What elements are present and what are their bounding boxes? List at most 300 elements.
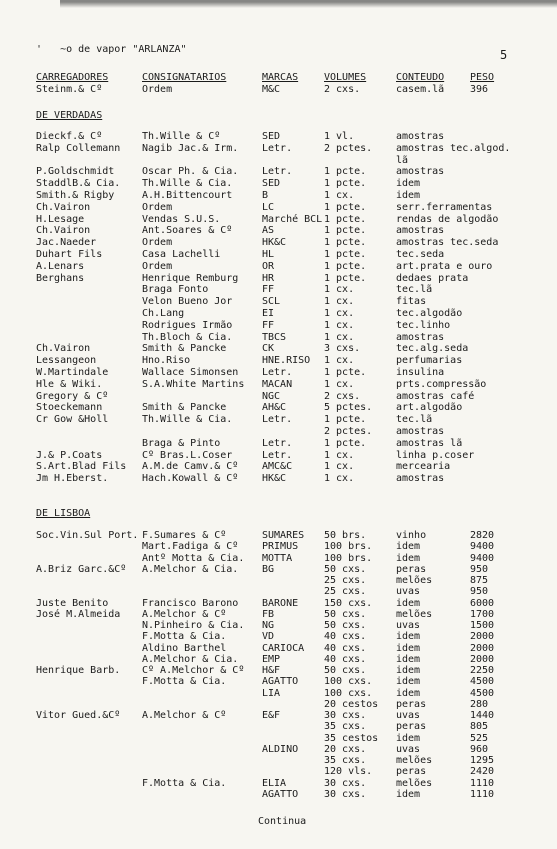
cell-weight: 1700 <box>470 608 495 620</box>
cell-content: amostras <box>396 225 445 237</box>
cell-weight: 1295 <box>470 755 495 766</box>
cell-marks: Letr. <box>262 414 293 426</box>
table-row <box>0 789 557 800</box>
cell-shipper: A.Lenars <box>36 260 85 272</box>
cell-marks: TBCS <box>262 331 287 343</box>
cell-consignee: Th.Wille & Cia. <box>142 414 233 426</box>
cell-consignee: Cº Bras.L.Coser <box>142 449 233 461</box>
header-marks: MARCAS <box>262 72 299 83</box>
cell-shipper: Henrique Barb. <box>36 665 121 676</box>
cell-volumes: 1 cx. <box>324 296 355 308</box>
cell-weight: 1110 <box>470 777 495 789</box>
cell-content: uvas <box>396 710 421 721</box>
cell-consignee: S.A.White Martins <box>142 378 245 390</box>
cell-consignee: Cº A.Melchor & Cº <box>142 665 245 676</box>
cell-content: tec.seda <box>396 249 445 260</box>
cell-volumes: 1 pcte. <box>324 178 367 190</box>
table-row <box>0 553 557 564</box>
cell-weight: 2000 <box>470 642 495 654</box>
cell-content: melões <box>396 777 433 789</box>
cell-consignee: Mart.Fadiga & Cº <box>142 541 239 553</box>
cell-shipper: Lessangeon <box>36 355 97 367</box>
cell-consignee: Ordem <box>142 260 173 272</box>
cell-volumes: 1 pcte. <box>324 237 367 249</box>
cell-volumes: 30 cxs. <box>324 788 367 800</box>
cell-volumes: 50 cxs. <box>324 665 367 676</box>
cell-volumes: 1 pcte. <box>324 225 367 237</box>
cell-shipper: Jac.Naeder <box>36 237 97 249</box>
cell-consignee: Th.Wille & Cia. <box>142 178 233 190</box>
continued-line <box>0 816 557 827</box>
cell-consignee: Francisco Barono <box>142 597 239 609</box>
cell-consignee: Oscar Ph. & Cia. <box>142 166 239 178</box>
cell-shipper: Soc.Vin.Sul Port. <box>36 530 139 541</box>
table-row <box>0 609 557 620</box>
table-row <box>0 391 557 402</box>
cell-volumes: 150 cxs. <box>324 597 373 609</box>
header-volumes: VOLUMES <box>324 72 367 83</box>
cell-content: insulina <box>396 367 445 378</box>
cell-marks: SED <box>262 178 281 190</box>
cell-content: lã <box>396 154 409 166</box>
cell-volumes: 100 cxs. <box>324 676 373 688</box>
cell-marks: AGATTO <box>262 788 299 800</box>
cell-shipper: P.Goldschmidt <box>36 166 115 178</box>
table-row <box>0 426 557 437</box>
cell-marks: NG <box>262 620 275 631</box>
cell-volumes: 3 cxs. <box>324 343 361 355</box>
cell-shipper: Ch.Vairon <box>36 343 91 355</box>
cell-marks: LIA <box>262 687 281 699</box>
table-row <box>0 688 557 699</box>
cell-content: peras <box>396 721 427 733</box>
table-row <box>0 131 557 142</box>
table-row <box>0 143 557 154</box>
cell-content: art.algodão <box>396 402 463 414</box>
cell-marks: AH&C <box>262 402 287 414</box>
cell-marks: BARONE <box>262 597 299 609</box>
table-row <box>0 214 557 225</box>
cell-volumes: 1 cx. <box>324 190 355 201</box>
cell-content: idem <box>396 788 421 800</box>
cell-weight: 2420 <box>470 766 495 778</box>
cell-consignee: Casa Lachelli <box>142 249 221 260</box>
cell-consignee: A.H.Bittencourt <box>142 190 233 201</box>
scan-edge <box>60 0 557 10</box>
table-row <box>0 620 557 631</box>
table-row <box>0 202 557 213</box>
cell-shipper: Gregory & Cº <box>36 390 109 402</box>
cell-consignee: Ordem <box>142 237 173 249</box>
cell-shipper: Vitor Gued.&Cº <box>36 710 121 721</box>
cell-content: fitas <box>396 296 427 308</box>
cell-volumes: 1 cx. <box>324 331 355 343</box>
cell-marks: EI <box>262 308 275 319</box>
table-row <box>0 631 557 642</box>
cell-shipper: José M.Almeida <box>36 608 121 620</box>
cell-marks: HNE.RISO <box>262 355 311 367</box>
cell-consignee: Smith & Pancke <box>142 343 227 355</box>
cell-volumes: 1 cx. <box>324 378 355 390</box>
cell-content: idem <box>396 676 421 688</box>
cell-shipper: Cr Gow &Holl <box>36 414 109 426</box>
table-row <box>0 699 557 710</box>
cell-marks: EMP <box>262 653 281 665</box>
cell-content: casem.lã <box>396 84 445 95</box>
cell-consignee: Rodrigues Irmão <box>142 319 233 331</box>
cell-marks: Letr. <box>262 437 293 449</box>
cell-consignee: Vendas S.U.S. <box>142 213 221 225</box>
table-row <box>0 320 557 331</box>
cell-content: idem <box>396 687 421 699</box>
cell-volumes: 25 cxs. <box>324 575 367 586</box>
table-row <box>0 654 557 665</box>
cell-shipper: Ralp Collemann <box>36 142 121 154</box>
cell-marks: ELIA <box>262 777 287 789</box>
cell-content: amostras lã <box>396 437 463 449</box>
table-row <box>0 178 557 189</box>
cell-consignee: Ordem <box>142 201 173 213</box>
table-row <box>0 530 557 541</box>
table-row <box>0 564 557 575</box>
cell-shipper: Smith.& Rigby <box>36 190 115 201</box>
cell-consignee: F.Motta & Cia. <box>142 631 227 643</box>
cell-volumes: 30 cxs. <box>324 710 367 721</box>
cell-weight: 2820 <box>470 530 495 541</box>
cell-content: tec.linho <box>396 319 451 331</box>
cell-content: idem <box>396 190 421 201</box>
cell-weight: 396 <box>470 84 489 95</box>
cell-volumes: 1 cx. <box>324 355 355 367</box>
cell-volumes: 1 pcte. <box>324 437 367 449</box>
cell-content: idem <box>396 178 421 190</box>
cell-content: peras <box>396 698 427 710</box>
cell-content: peras <box>396 766 427 778</box>
table-row <box>0 461 557 472</box>
cell-content: idem <box>396 631 421 643</box>
cell-weight: 1440 <box>470 710 495 721</box>
cell-marks: SCL <box>262 296 281 308</box>
cell-content: perfumarias <box>396 355 463 367</box>
cell-weight: 1110 <box>470 788 495 800</box>
cell-volumes: 1 cx. <box>324 319 355 331</box>
cell-volumes: 100 brs. <box>324 552 373 564</box>
cell-consignee: Smith & Pancke <box>142 402 227 414</box>
cell-volumes: 1 cx. <box>324 461 355 473</box>
cell-shipper: Dieckf.& Cº <box>36 131 103 142</box>
cell-content: melões <box>396 755 433 766</box>
ship-title: ' ~o de vapor "ARLANZA" <box>36 44 187 55</box>
cell-marks: MOTTA <box>262 552 293 564</box>
cell-volumes: 50 cxs. <box>324 620 367 631</box>
header-shipper: CARREGADORES <box>36 72 109 83</box>
cell-volumes: 25 cxs. <box>324 586 367 598</box>
cell-content: melões <box>396 608 433 620</box>
cell-volumes: 1 cx. <box>324 284 355 296</box>
cell-content: rendas de algodão <box>396 213 499 225</box>
cell-volumes: 40 cxs. <box>324 653 367 665</box>
table-row <box>0 598 557 609</box>
cell-consignee: F.Motta & Cia. <box>142 777 227 789</box>
cell-volumes: 35 cestos <box>324 732 379 744</box>
cell-content: serr.ferramentas <box>396 201 493 213</box>
continued-text: Continua <box>258 816 307 827</box>
table-row <box>0 225 557 236</box>
header-content: CONTEUDO <box>396 72 445 83</box>
cell-content: peras <box>396 563 427 575</box>
cell-content: mercearia <box>396 461 451 473</box>
cell-volumes: 50 cxs. <box>324 563 367 575</box>
cell-weight: 6000 <box>470 597 495 609</box>
cell-shipper: H.Lesage <box>36 213 85 225</box>
cell-shipper: Steinm.& Cº <box>36 84 103 95</box>
cell-content: uvas <box>396 620 421 631</box>
cell-volumes: 40 cxs. <box>324 642 367 654</box>
cell-consignee: Ordem <box>142 84 173 95</box>
table-row <box>0 676 557 687</box>
cell-volumes: 2 pctes. <box>324 142 373 154</box>
cell-marks: M&C <box>262 84 281 95</box>
table-row <box>0 308 557 319</box>
cell-content: amostras <box>396 166 445 178</box>
cell-content: vinho <box>396 530 427 541</box>
cell-consignee: Wallace Simonsen <box>142 367 239 378</box>
cell-weight: 280 <box>470 698 489 710</box>
cell-shipper: J.& P.Coats <box>36 449 103 461</box>
table-row <box>0 414 557 425</box>
cell-consignee: Th.Bloch & Cia. <box>142 331 233 343</box>
cell-content: prts.compressão <box>396 378 487 390</box>
cell-marks: AGATTO <box>262 676 299 688</box>
table-row <box>0 541 557 552</box>
cell-marks: SUMARES <box>262 530 305 541</box>
cell-content: linha p.coser <box>396 449 475 461</box>
cell-content: idem <box>396 653 421 665</box>
cell-volumes: 1 pcte. <box>324 166 367 178</box>
cell-consignee: Th.Wille & Cº <box>142 131 221 142</box>
cell-marks: CK <box>262 343 275 355</box>
cell-volumes: 1 pcte. <box>324 367 367 378</box>
cell-consignee: A.M.de Camv.& Cº <box>142 461 239 473</box>
table-row <box>0 733 557 744</box>
cell-volumes: 50 cxs. <box>324 608 367 620</box>
cell-marks: AS <box>262 225 275 237</box>
cell-marks: Letr. <box>262 449 293 461</box>
cell-content: idem <box>396 732 421 744</box>
cell-marks: LC <box>262 201 275 213</box>
cell-volumes: 1 pcte. <box>324 213 367 225</box>
section-heading-b: DE LISBOA <box>36 508 91 519</box>
cell-marks: SED <box>262 131 281 142</box>
cell-marks: Marché BCL <box>262 213 323 225</box>
table-row <box>0 284 557 295</box>
cell-volumes: 1 pcte. <box>324 249 367 260</box>
cell-shipper: Ch.Vairon <box>36 201 91 213</box>
cell-content: uvas <box>396 586 421 598</box>
cell-content: melões <box>396 575 433 586</box>
cell-consignee: Braga & Pinto <box>142 437 221 449</box>
cell-content: amostras <box>396 426 445 437</box>
cell-weight: 2250 <box>470 665 495 676</box>
cell-consignee: Ant.Soares & Cº <box>142 225 233 237</box>
table-row <box>0 586 557 597</box>
table-row <box>0 438 557 449</box>
cell-shipper: W.Martindale <box>36 367 109 378</box>
cell-marks: FF <box>262 284 275 296</box>
cell-consignee: A.Melchor & Cº <box>142 608 227 620</box>
cell-weight: 4500 <box>470 676 495 688</box>
cell-marks: ALDINO <box>262 743 299 755</box>
cell-volumes: 35 cxs. <box>324 755 367 766</box>
cell-volumes: 2 pctes. <box>324 426 373 437</box>
table-row <box>0 355 557 366</box>
table-row <box>0 190 557 201</box>
cell-content: tec.algodão <box>396 308 463 319</box>
cell-shipper: Ch.Vairon <box>36 225 91 237</box>
table-row <box>0 665 557 676</box>
cell-marks: Letr. <box>262 367 293 378</box>
table-row <box>0 721 557 732</box>
cell-shipper: S.Art.Blad Fils <box>36 461 127 473</box>
cell-content: art.prata e ouro <box>396 260 493 272</box>
table-row <box>0 755 557 766</box>
cell-weight: 950 <box>470 586 489 598</box>
cell-marks: MACAN <box>262 378 293 390</box>
table-row <box>0 778 557 789</box>
cell-weight: 1500 <box>470 620 495 631</box>
cell-marks: HK&C <box>262 473 287 485</box>
cell-volumes: 2 cxs. <box>324 390 361 402</box>
table-row <box>0 237 557 248</box>
cell-content: amostras <box>396 331 445 343</box>
table-row <box>0 473 557 484</box>
cell-marks: OR <box>262 260 275 272</box>
cell-weight: 525 <box>470 732 489 744</box>
cell-volumes: 1 pcte. <box>324 260 367 272</box>
cell-marks: Letr. <box>262 166 293 178</box>
cell-volumes: 40 cxs. <box>324 631 367 643</box>
cell-weight: 2000 <box>470 653 495 665</box>
cell-content: amostras tec.seda <box>396 237 499 249</box>
table-row <box>0 261 557 272</box>
cell-volumes: 50 brs. <box>324 530 367 541</box>
cell-weight: 805 <box>470 721 489 733</box>
table-row <box>0 710 557 721</box>
table-row <box>0 402 557 413</box>
cell-content: amostras tec.algod. <box>396 142 511 154</box>
cell-weight: 960 <box>470 743 489 755</box>
cell-content: amostras café <box>396 390 475 402</box>
table-row <box>0 332 557 343</box>
cell-weight: 2000 <box>470 631 495 643</box>
cell-marks: CARIOCA <box>262 642 305 654</box>
cell-content: amostras <box>396 473 445 485</box>
table-row <box>0 766 557 777</box>
table-row <box>0 155 557 166</box>
cell-marks: FF <box>262 319 275 331</box>
cell-shipper: StaddlB.& Cia. <box>36 178 121 190</box>
cell-weight: 9400 <box>470 541 495 553</box>
cell-volumes: 100 brs. <box>324 541 373 553</box>
cell-volumes: 100 cxs. <box>324 687 373 699</box>
cell-consignee: Braga Fonto <box>142 284 209 296</box>
first-row <box>0 84 557 95</box>
cell-weight: 9400 <box>470 552 495 564</box>
table-row <box>0 166 557 177</box>
cell-marks: HR <box>262 272 275 284</box>
cell-volumes: 5 pctes. <box>324 402 373 414</box>
cell-marks: H&F <box>262 665 281 676</box>
cell-consignee: Ch.Lang <box>142 308 185 319</box>
table-row <box>0 643 557 654</box>
cell-consignee: Aldino Barthel <box>142 642 227 654</box>
cell-content: amostras <box>396 131 445 142</box>
cell-marks: PRIMUS <box>262 541 299 553</box>
cell-volumes: 1 pcte. <box>324 272 367 284</box>
cell-marks: E&F <box>262 710 281 721</box>
cell-weight: 4500 <box>470 687 495 699</box>
cell-shipper: Berghans <box>36 272 85 284</box>
cell-consignee: Antº Motta & Cia. <box>142 552 245 564</box>
cell-marks: NGC <box>262 390 281 402</box>
cell-volumes: 20 cxs. <box>324 743 367 755</box>
page-mark: 5 <box>500 48 508 62</box>
cell-content: idem <box>396 642 421 654</box>
table-row <box>0 450 557 461</box>
cell-marks: HK&C <box>262 237 287 249</box>
cell-content: idem <box>396 552 421 564</box>
cell-volumes: 1 vl. <box>324 131 355 142</box>
cell-marks: AMC&C <box>262 461 293 473</box>
cell-volumes: 35 cxs. <box>324 721 367 733</box>
cell-consignee: F.Motta & Cia. <box>142 676 227 688</box>
cell-content: idem <box>396 597 421 609</box>
cell-marks: HL <box>262 249 275 260</box>
cell-volumes: 30 cxs. <box>324 777 367 789</box>
cell-consignee: Hach.Kowall & Cº <box>142 473 239 485</box>
cell-shipper: A.Briz Garc.&Cº <box>36 563 127 575</box>
table-row <box>0 575 557 586</box>
cell-content: dedaes prata <box>396 272 469 284</box>
cell-volumes: 120 vls. <box>324 766 373 778</box>
cell-volumes: 1 cx. <box>324 473 355 485</box>
cell-consignee: Velon Bueno Jor <box>142 296 233 308</box>
cell-content: uvas <box>396 743 421 755</box>
cell-volumes: 1 cx. <box>324 449 355 461</box>
cell-consignee: F.Sumares & Cº <box>142 530 227 541</box>
header-weight: PESO <box>470 72 495 83</box>
cell-marks: B <box>262 190 269 201</box>
cell-shipper: Hle & Wiki. <box>36 378 103 390</box>
cell-shipper: Stoeckemann <box>36 402 103 414</box>
cell-consignee: Nagib Jac.& Irm. <box>142 142 239 154</box>
table-row <box>0 296 557 307</box>
cell-volumes: 20 cestos <box>324 698 379 710</box>
cell-content: tec.lã <box>396 414 433 426</box>
cell-consignee: A.Melchor & Cia. <box>142 563 239 575</box>
cell-content: idem <box>396 665 421 676</box>
cell-weight: 950 <box>470 563 489 575</box>
table-row <box>0 249 557 260</box>
cell-content: tec.alg.seda <box>396 343 469 355</box>
cell-marks: Letr. <box>262 142 293 154</box>
column-headers <box>0 72 557 84</box>
section-heading-a: DE VERDADAS <box>36 110 103 121</box>
cell-weight: 875 <box>470 575 489 586</box>
cell-volumes: 2 cxs. <box>324 84 361 95</box>
cell-consignee: Hno.Riso <box>142 355 191 367</box>
cell-consignee: N.Pinheiro & Cia. <box>142 620 245 631</box>
